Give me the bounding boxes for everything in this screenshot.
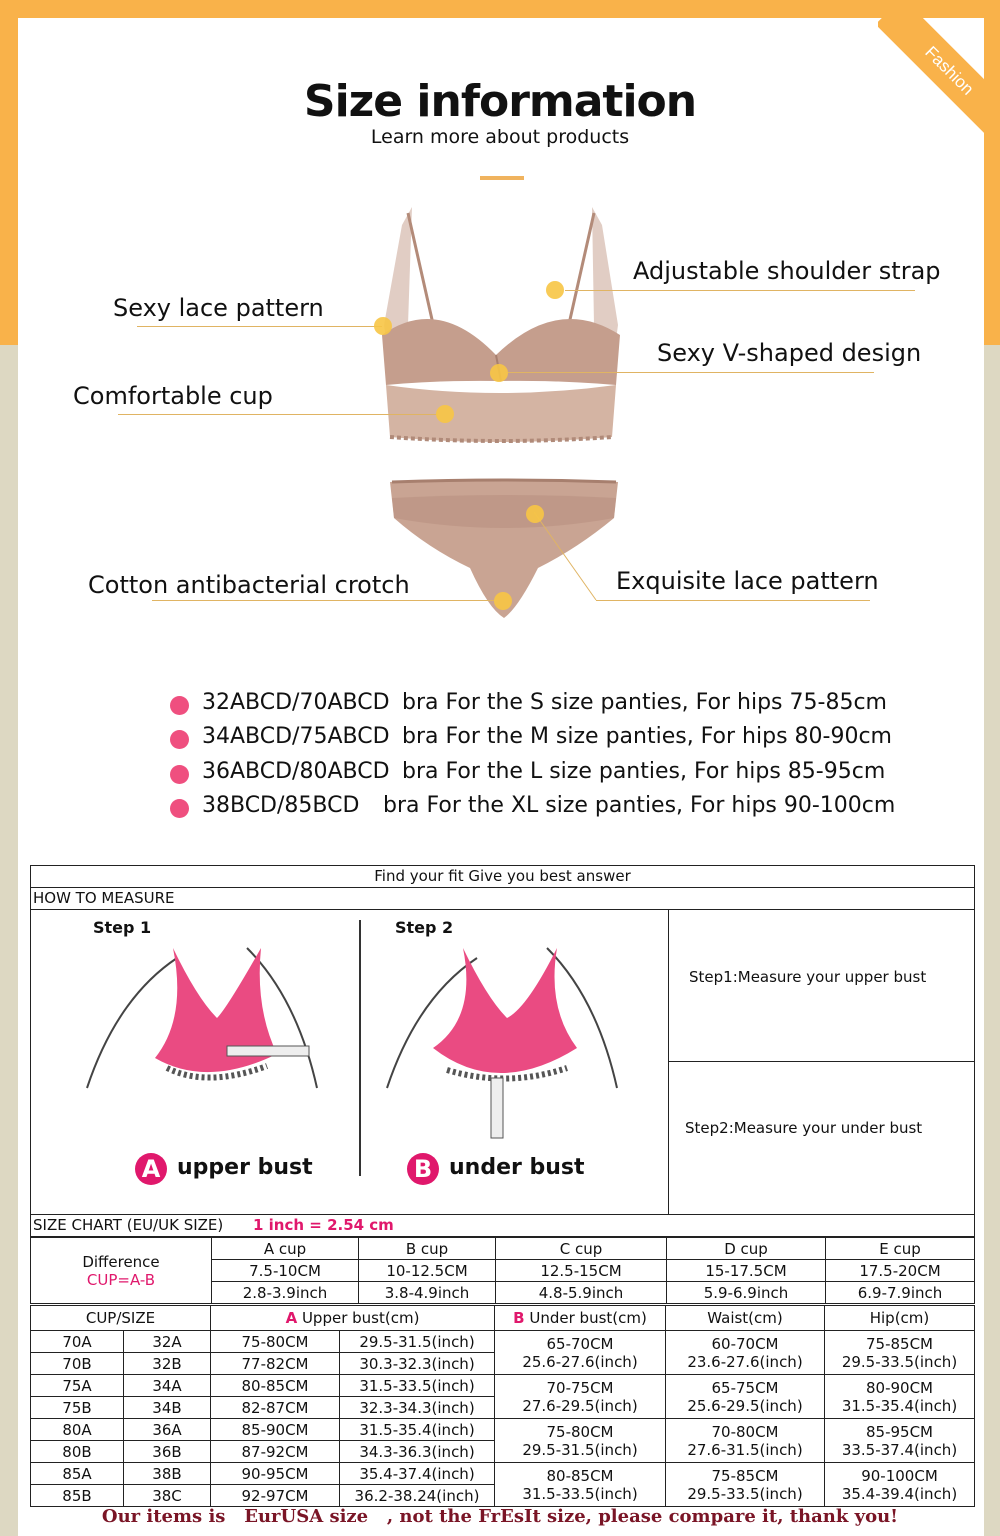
bullet-dot [170, 730, 189, 749]
bra-image [378, 205, 624, 445]
callout-exquisite-lace: Exquisite lace pattern [616, 567, 879, 595]
hotspot-dot [526, 505, 544, 523]
measure-heading: HOW TO MEASURE [33, 889, 175, 907]
header-hip: Hip(cm) [825, 1306, 975, 1331]
under-letter: B [513, 1309, 525, 1327]
table-row: 75A 34A 80-85CM 31.5-33.5(inch) 70-75CM 27.6-29.5(inch) 65-75CM 25.6-29.5(inch) 80-90CM 31.5-35.4(inch) [31, 1375, 975, 1397]
ribbon-label: Fashion [921, 42, 978, 99]
bullet-dot [170, 799, 189, 818]
a-badge: A [135, 1153, 167, 1185]
cup-cm: 17.5-20CM [826, 1260, 975, 1282]
cup-inch: 2.8-3.9inch [212, 1282, 359, 1304]
size-code: 34ABCD/75ABCD [202, 724, 390, 749]
b-badge: B [407, 1153, 439, 1185]
cup-name: A cup [212, 1238, 359, 1260]
cup-difference-table [30, 1237, 975, 1304]
header-upper-bust: A Upper bust(cm) [211, 1306, 495, 1331]
size-desc: bra For the L size panties, For hips 85-95cm [402, 759, 886, 784]
cup-cm: 12.5-15CM [496, 1260, 667, 1282]
page-title: Size information [303, 76, 697, 127]
header-under-bust: B Under bust(cm) [495, 1306, 666, 1331]
cup-inch: 6.9-7.9inch [826, 1282, 975, 1304]
hotspot-dot [494, 592, 512, 610]
size-code: 38BCD/85BCD [202, 793, 360, 818]
callout-line [137, 326, 382, 327]
callout-line [565, 290, 915, 291]
cup-cm: 10-12.5CM [359, 1260, 496, 1282]
step1-instruction: Step1:Measure your upper bust [689, 968, 927, 986]
table-row: 80B 36B 87-92CM 34.3-36.3(inch) [31, 1441, 975, 1463]
cup-name: C cup [496, 1238, 667, 1260]
callout-connector [530, 508, 600, 602]
difference-cell [31, 1238, 212, 1304]
bullet-dot [170, 696, 189, 715]
page-subtitle: Learn more about products [370, 126, 630, 148]
hotspot-dot [436, 405, 454, 423]
bullet-dot [170, 765, 189, 784]
upper-bust-illustration [77, 938, 327, 1148]
difference-formula: CUP=A-B [86, 1270, 156, 1289]
header-cupsize: CUP/SIZE [31, 1306, 211, 1331]
step2-instruction: Step2:Measure your under bust [685, 1119, 923, 1137]
cup-cm: 7.5-10CM [212, 1260, 359, 1282]
callout-line [118, 414, 438, 415]
size-chart-heading-row [30, 1214, 975, 1237]
fit-banner: Find your fit Give you best answer [31, 866, 974, 888]
title-underline [480, 176, 524, 180]
step1-title: Step 1 [93, 918, 152, 937]
size-chart-title: SIZE CHART (EU/UK SIZE) [33, 1216, 224, 1234]
callout-v-shaped: Sexy V-shaped design [657, 339, 922, 367]
cup-name: B cup [359, 1238, 496, 1260]
inch-conversion: 1 inch = 2.54 cm [253, 1216, 394, 1234]
table-row: 70A 32A 75-80CM 29.5-31.5(inch) 65-70CM 25.6-27.6(inch) 60-70CM 23.6-27.6(inch) 75-85CM 29.5-33.5(inch) [31, 1331, 975, 1353]
header-waist: Waist(cm) [666, 1306, 825, 1331]
cup-cm: 15-17.5CM [667, 1260, 826, 1282]
how-to-measure-panel [30, 865, 975, 1215]
callout-lace-pattern: Sexy lace pattern [113, 294, 324, 322]
size-desc: bra For the XL size panties, For hips 90-100cm [383, 793, 896, 818]
under-bust-label: under bust [449, 1155, 585, 1180]
hotspot-dot [546, 281, 564, 299]
step2-title: Step 2 [395, 918, 454, 937]
size-code: 36ABCD/80ABCD [202, 759, 390, 784]
cup-name: D cup [667, 1238, 826, 1260]
size-chart-table [30, 1305, 975, 1507]
callout-line [152, 600, 496, 601]
cup-inch: 5.9-6.9inch [667, 1282, 826, 1304]
callout-line [508, 372, 874, 373]
table-row: 80A 36A 85-90CM 31.5-35.4(inch) 75-80CM 29.5-31.5(inch) 70-80CM 27.6-31.5(inch) 85-95CM 33.5-37.4(inch) [31, 1419, 975, 1441]
callout-comfortable-cup: Comfortable cup [73, 382, 273, 410]
difference-label: Difference [82, 1252, 160, 1271]
footer-note: Our items is EurUSA size , not the FrEsIt size, please compare it, thank you! [101, 1506, 899, 1527]
upper-letter: A [285, 1309, 298, 1327]
under-bust-illustration [377, 938, 627, 1148]
table-row: 85A 38B 90-95CM 35.4-37.4(inch) 80-85CM 31.5-33.5(inch) 75-85CM 29.5-33.5(inch) 90-100CM 35.4-39.4(inch) [31, 1463, 975, 1485]
upper-bust-label: upper bust [177, 1155, 313, 1180]
table-row: 75B 34B 82-87CM 32.3-34.3(inch) [31, 1397, 975, 1419]
cup-inch: 3.8-4.9inch [359, 1282, 496, 1304]
size-desc: bra For the M size panties, For hips 80-90cm [402, 724, 892, 749]
cup-inch: 4.8-5.9inch [496, 1282, 667, 1304]
table-row: 85B 38C 92-97CM 36.2-38.24(inch) [31, 1485, 975, 1507]
hotspot-dot [374, 317, 392, 335]
callout-shoulder-strap: Adjustable shoulder strap [633, 257, 941, 285]
table-row: 70B 32B 77-82CM 30.3-32.3(inch) [31, 1353, 975, 1375]
cup-name: E cup [826, 1238, 975, 1260]
hotspot-dot [490, 364, 508, 382]
size-code: 32ABCD/70ABCD [202, 690, 390, 715]
callout-line [596, 600, 870, 601]
size-desc: bra For the S size panties, For hips 75-85cm [402, 690, 887, 715]
callout-cotton-crotch: Cotton antibacterial crotch [88, 571, 410, 599]
